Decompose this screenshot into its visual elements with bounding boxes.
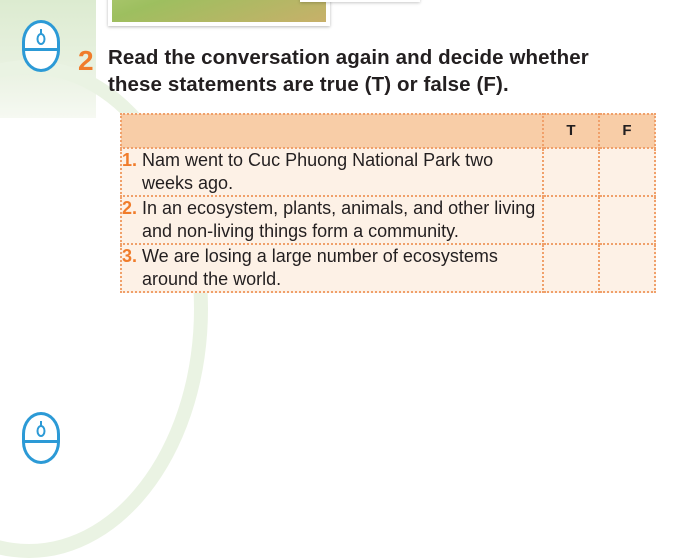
- statement-text: We are losing a large number of ecosystems around the world.: [142, 245, 498, 289]
- table-row: [121, 148, 655, 196]
- column-header-statement: [121, 114, 543, 148]
- table-row: [121, 196, 655, 244]
- answer-cell-false[interactable]: [599, 196, 655, 244]
- decorative-photo-left: [108, 0, 330, 26]
- mouse-icon: [22, 20, 60, 72]
- statement-text: In an ecosystem, plants, animals, and other living and non-living things form a community.: [142, 197, 536, 241]
- statement-number: 3.: [122, 245, 138, 266]
- answer-cell-false[interactable]: [599, 148, 655, 196]
- statement-text: Nam went to Cuc Phuong National Park two weeks ago.: [142, 149, 494, 193]
- true-false-table: [120, 113, 656, 293]
- exercise-header: [78, 44, 678, 99]
- column-header-true: T: [543, 114, 599, 148]
- table-row: [121, 244, 655, 292]
- answer-cell-false[interactable]: [599, 244, 655, 292]
- mouse-button-divider: [25, 440, 57, 443]
- table-header-row: [121, 114, 655, 148]
- mouse-wheel-dot: [37, 425, 46, 437]
- answer-cell-true[interactable]: [543, 148, 599, 196]
- statement-number: 2.: [122, 197, 138, 218]
- column-header-false: F: [599, 114, 655, 148]
- exercise-instruction: Read the conversation again and decide whether these statements are true (T) or false (F).: [108, 46, 589, 97]
- mouse-icon: [22, 412, 60, 464]
- mouse-button-divider: [25, 48, 57, 51]
- mouse-wheel-dot: [37, 33, 46, 45]
- statement-cell: [121, 196, 543, 244]
- answer-cell-true[interactable]: [543, 196, 599, 244]
- table-header: [121, 114, 655, 148]
- statement-number: 1.: [122, 149, 138, 170]
- statement-cell: [121, 244, 543, 292]
- exercise-number: 2: [78, 45, 94, 76]
- decorative-photo-right: [300, 0, 420, 2]
- table-body: [121, 148, 655, 292]
- answer-cell-true[interactable]: [543, 244, 599, 292]
- exercise-block: [78, 44, 678, 293]
- statement-cell: [121, 148, 543, 196]
